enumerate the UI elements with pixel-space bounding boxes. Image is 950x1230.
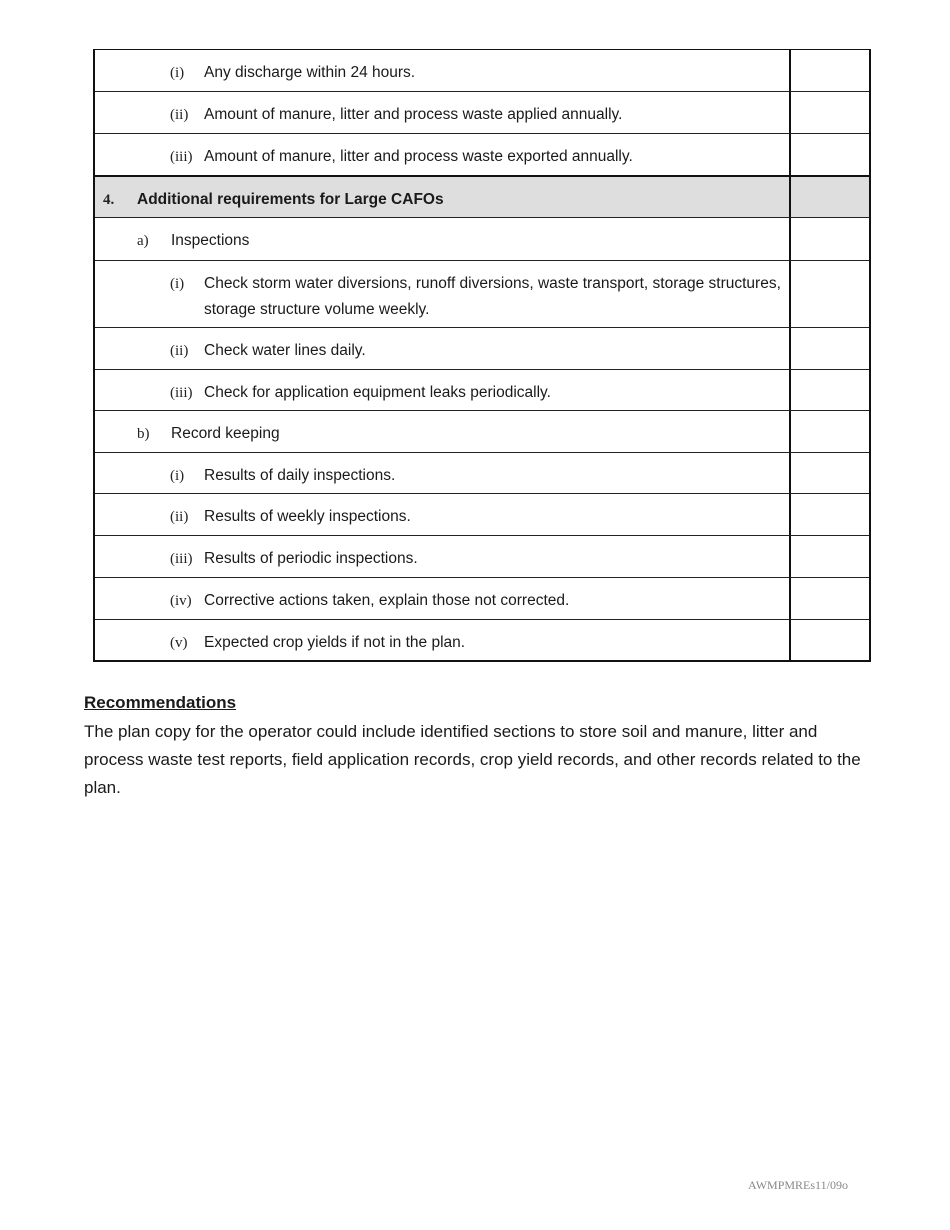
item-marker: (v) [170,635,188,651]
check-cell[interactable] [791,536,869,577]
check-cell[interactable] [791,218,869,260]
item-marker: (ii) [170,509,189,525]
checklist-row [95,133,869,175]
item-text: Corrective actions taken, explain those not corrected. [204,592,570,609]
check-cell[interactable] [791,134,869,175]
item-marker: (iv) [170,593,192,609]
item-text: Expected crop yields if not in the plan. [204,634,466,651]
item-text: Check for application equipment leaks periodically. [204,384,551,401]
recommendations-heading: Recommendations [84,693,237,712]
item-marker: (iii) [170,385,193,401]
check-cell[interactable] [791,50,869,91]
checklist-row [95,50,869,91]
checklist-row [95,493,869,535]
check-cell[interactable] [791,494,869,535]
section-header-row [95,175,869,218]
check-cell[interactable] [791,92,869,133]
item-text: Results of periodic inspections. [204,550,418,567]
item-text: Results of weekly inspections. [204,508,411,525]
item-text: Any discharge within 24 hours. [204,64,416,81]
checklist-row [95,535,869,577]
item-marker: (iii) [170,149,193,165]
subsection-marker: a) [137,233,149,249]
checklist-row [95,91,869,133]
checklist-row [95,577,869,619]
check-cell[interactable] [791,453,869,493]
checklist-row [95,452,869,493]
recommendations-body: The plan copy for the operator could include identified sections to store soil and manure, litter and process waste test reports, field application records, crop yield records, and other records related to the plan. [84,722,861,797]
item-marker: (ii) [170,107,189,123]
item-text: Results of daily inspections. [204,467,396,484]
item-marker: (i) [170,65,185,81]
checklist-row [95,260,869,327]
item-text: Amount of manure, litter and process waste exported annually. [204,148,633,165]
checklist-table [93,49,871,662]
item-marker: (i) [170,468,185,484]
check-cell[interactable] [791,578,869,619]
section-title: Additional requirements for Large CAFOs [137,191,444,208]
checklist-row [95,218,869,260]
subsection-marker: b) [137,426,150,442]
item-text: Amount of manure, litter and process waste applied annually. [204,106,623,123]
checklist-row [95,619,869,660]
section-number: 4. [103,192,115,208]
check-cell[interactable] [791,620,869,660]
check-cell[interactable] [791,328,869,369]
item-text: Check water lines daily. [204,342,366,359]
check-cell[interactable] [791,411,869,452]
item-marker: (iii) [170,551,193,567]
checklist-row [95,410,869,452]
check-cell[interactable] [791,370,869,410]
check-cell [791,177,869,217]
document-code: AWMPMREs11/09o [748,1178,848,1192]
checklist-row [95,327,869,369]
check-cell[interactable] [791,261,869,327]
subsection-text: Inspections [171,232,250,249]
item-marker: (i) [170,276,185,292]
checklist-row [95,369,869,410]
subsection-text: Record keeping [171,425,280,442]
recommendations-section [84,690,864,802]
item-text: Check storm water diversions, runoff diversions, waste transport, storage structures, storage structure volume weekly. [204,275,781,318]
item-marker: (ii) [170,343,189,359]
